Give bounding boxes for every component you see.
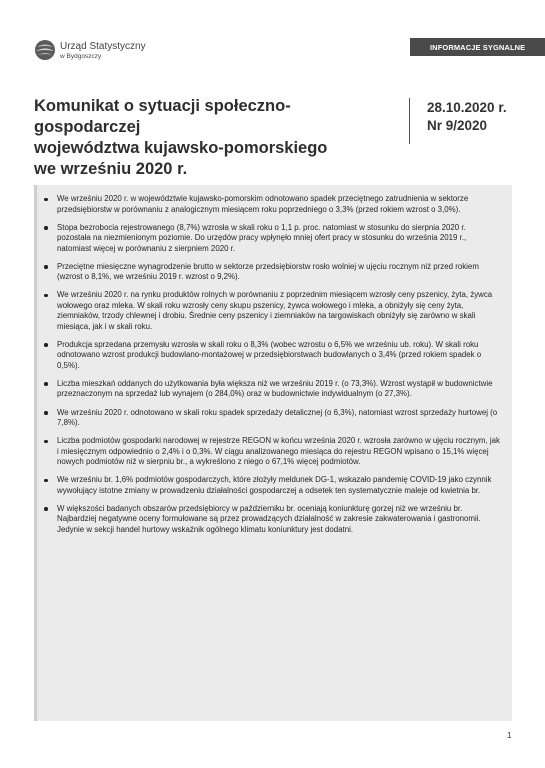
- highlight-item: Stopa bezrobocia rejestrowanego (8,7%) wzrosła w skali roku o 1,1 p. proc. natomiast w stosunku do sierpnia 2020 r. pozostała na niezmienionym poziomie. Do urzędów pracy wpłynęło mniej ofert pracy w stosunku do września 2019 r., natomiast więcej w porównaniu z sierpniem 2020 r.: [57, 223, 500, 255]
- issue-number: Nr 9/2020: [427, 118, 488, 133]
- logo: [34, 38, 154, 68]
- publication-type-badge: INFORMACJE SYGNALNE: [410, 38, 545, 56]
- page-number: 1: [507, 731, 512, 740]
- logo-subtitle: w Bydgoszczy: [60, 53, 102, 60]
- logo-title: Urząd Statystyczny: [60, 41, 146, 52]
- highlight-item: Liczba mieszkań oddanych do użytkowania była większa niż we wrześniu 2019 r. (o 73,3%). Wzrost wystąpił w budownictwie przeznaczonym na sprzedaż lub wynajem (o 284,0%) oraz w budownictwie indywidualnym (o 27,3%).: [57, 379, 500, 400]
- highlight-item: Produkcja sprzedana przemysłu wzrosła w skali roku o 8,3% (wobec wzrostu o 6,5% we wrześniu ub. roku). W skali roku odnotowano wzrost produkcji budowlano-montażowej w przedsiębiorstwach budowlanych o 3,4% (przed rokiem spadek o 0,5%).: [57, 340, 500, 372]
- highlight-item: We wrześniu 2020 r. w województwie kujawsko-pomorskim odnotowano spadek przeciętnego zatrudnienia w sektorze przedsiębiorstw w porównaniu z analogicznym miesiącem roku poprzedniego o 3,3% (przed rokiem wzrost o 3,0%).: [57, 194, 500, 215]
- document-title: Komunikat o sytuacji społeczno-gospodarczej województwa kujawsko-pomorskiego we wrześniu 2020 r.: [34, 97, 328, 178]
- release-date: 28.10.2020 r.: [427, 100, 507, 115]
- highlight-item: We wrześniu 2020 r. na rynku produktów rolnych w porównaniu z poprzednim miesiącem wzrosły ceny pszenicy, żyta, żywca wołowego oraz mleka. W skali roku wzrosły ceny skupu pszenicy, żywca wołowego i mleka, a obniżyły się ceny żyta, ziemniaków, trzody chlewnej i drobiu. Średnie ceny pszenicy i ziemniaków na targowiskach obniżyły się zarówno w skali miesiąca, jak i w skali roku.: [57, 290, 500, 332]
- highlight-item: Liczba podmiotów gospodarki narodowej w rejestrze REGON w końcu września 2020 r. wzrosła zarówno w ujęciu rocznym, jak i miesięcznym odpowiednio o 2,4% i o 0,3%. W ciągu analizowanego miesiąca do rejestru REGON wpisano o 15,1% więcej nowych podmiotów niż w sierpniu br., a wykreślono z niego o 67,1% więcej podmiotów.: [57, 436, 500, 467]
- highlight-item: We wrześniu br. 1,6% podmiotów gospodarczych, które złożyły meldunek DG-1, wskazało pandemię COVID-19 jako czynnik wywołujący istotne zmiany w prowadzeniu działalności gospodarczej a odsetek ten systematycznie maleje od kwietnia br.: [57, 475, 500, 496]
- title-divider: [409, 98, 410, 144]
- highlights-list: [37, 185, 512, 535]
- logo-sphere-icon: [34, 38, 56, 62]
- highlight-item: W większości badanych obszarów przedsiębiorcy w październiku br. oceniają koniunkturę gorzej niż we wrześniu br. Najbardziej negatywne oceny formułowane są przez prowadzących działalność w zakresie zakwaterowania i gastronomii. Jedynie w sekcji handel hurtowy wskaźnik ogólnego klimatu koniunktury jest dodatni.: [57, 504, 500, 536]
- highlight-item: Przeciętne miesięczne wynagrodzenie brutto w sektorze przedsiębiorstw rosło wolniej w ujęciu rocznym niż przed rokiem (wzrost o 8,1%, we wrześniu 2019 r. wzrost o 9,2%).: [57, 262, 500, 283]
- highlights-box: [34, 185, 512, 721]
- highlight-item: We wrześniu 2020 r. odnotowano w skali roku spadek sprzedaży detalicznej (o 6,3%), natomiast wzrost sprzedaży hurtowej (o 7,8%).: [57, 408, 500, 429]
